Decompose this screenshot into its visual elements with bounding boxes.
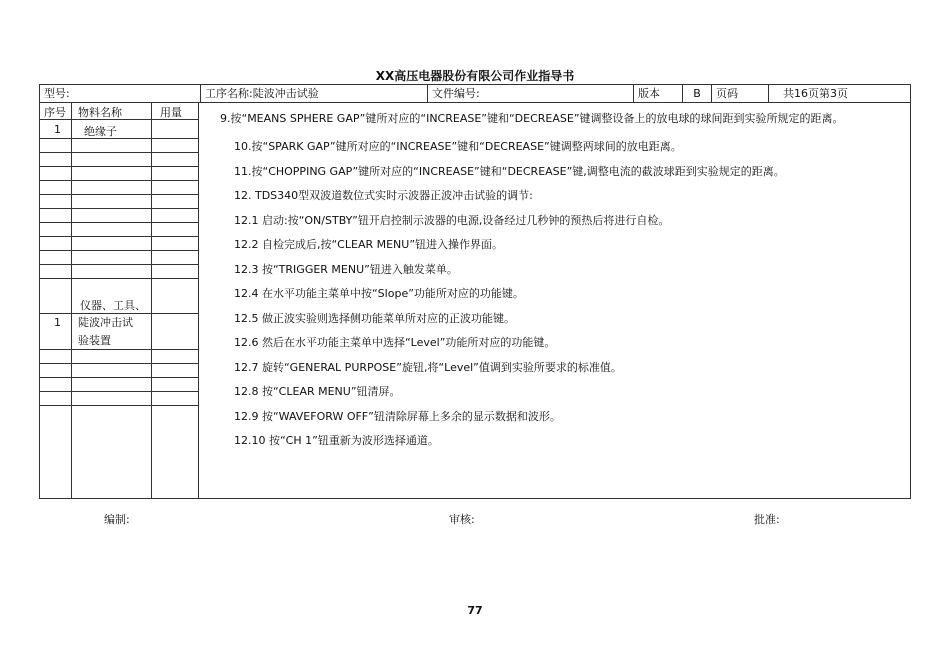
step-12-5: 12.5 做正波实验则选择侧功能菜单所对应的正波功能键。 [234, 311, 515, 325]
approved-by-label: 批准: [754, 513, 780, 526]
instrument-seq: 1 [54, 316, 61, 329]
step-11: 11.按“CHOPPING GAP”键所对应的“INCREASE”键和“DECREASE”键,调整电流的截波球距到实验规定的距离。 [234, 164, 785, 178]
grid-line [40, 405, 198, 406]
version-value-cell: B [683, 85, 712, 102]
grid-line [40, 250, 198, 251]
file-number-cell: 文件编号: [428, 85, 634, 102]
step-12-6: 12.6 然后在水平功能主菜单中选择“Level”功能所对应的功能键。 [234, 336, 556, 349]
grid-line [40, 152, 198, 153]
document-title: XX高压电器股份有限公司作业指导书 [375, 69, 575, 83]
grid-line [40, 119, 198, 120]
grid-line [40, 208, 198, 209]
process-name-cell: 工序名称:陡波冲击试验 [201, 85, 428, 102]
left-panel-divider [198, 102, 199, 498]
step-12-3: 12.3 按“TRIGGER MENU”钮进入触发菜单。 [234, 262, 458, 276]
step-12-7: 12.7 旋转“GENERAL PURPOSE”旋钮,将“Level”值调到实验所要求的标准值。 [234, 360, 622, 374]
grid-line [40, 138, 198, 139]
grid-line [40, 166, 198, 167]
grid-line [40, 363, 198, 364]
step-12-4: 12.4 在水平功能主菜单中按“Slope”功能所对应的功能键。 [234, 287, 524, 300]
instrument-name-line1: 陡波冲击试 [78, 316, 133, 329]
left-col-divider-1 [71, 102, 72, 498]
step-9: 9.按“MEANS SPHERE GAP”键所对应的“INCREASE”键和“DECREASE”键调整设备上的放电球的球间距到实验所规定的距离。 [220, 112, 844, 125]
grid-line [40, 264, 198, 265]
grid-line [40, 194, 198, 195]
col-seq-header: 序号 [44, 106, 66, 119]
col-qty-header: 用量 [160, 106, 182, 119]
instrument-name [78, 314, 133, 350]
material-seq: 1 [54, 123, 61, 136]
page-label-cell: 页码 [712, 85, 769, 102]
col-name-header: 物料名称 [78, 106, 122, 119]
grid-line [40, 391, 198, 392]
instrument-name-line2: 验装置 [78, 334, 111, 347]
model-cell: 型号: [40, 85, 201, 102]
material-name: 绝缘子 [84, 125, 117, 138]
instruments-heading: 仪器、工具、 [80, 299, 146, 312]
page-value-cell: 共16页第3页 [783, 87, 848, 100]
version-label-cell: 版本 [634, 85, 683, 102]
step-12: 12. TDS340型双波道数位式实时示波器正波冲击试验的调节: [234, 189, 533, 202]
step-12-10: 12.10 按“CH 1”钮重新为波形选择通道。 [234, 434, 439, 447]
step-12-2: 12.2 自检完成后,按“CLEAR MENU”钮进入操作界面。 [234, 238, 504, 251]
grid-line [40, 180, 198, 181]
grid-line [40, 222, 198, 223]
left-col-divider-2 [151, 102, 152, 498]
grid-line [40, 377, 198, 378]
reviewed-by-label: 审核: [449, 513, 475, 526]
step-12-9: 12.9 按“WAVEFORW OFF”钮清除屏幕上多余的显示数据和波形。 [234, 409, 561, 423]
instruction-steps [200, 109, 906, 454]
grid-line [40, 349, 198, 350]
step-12-1: 12.1 启动:按“ON/STBY”钮开启控制示波器的电源,设备经过几秒钟的预热后将进行自检。 [234, 213, 670, 227]
prepared-by-label: 编制: [104, 513, 130, 526]
page-number: 77 [467, 604, 483, 617]
step-12-8: 12.8 按“CLEAR MENU”钮清屏。 [234, 385, 401, 398]
grid-line [40, 236, 198, 237]
grid-line [40, 278, 198, 279]
instruction-table [39, 84, 911, 499]
step-10: 10.按“SPARK GAP”键所对应的“INCREASE”键和“DECREASE”键调整两球间的放电距离。 [234, 140, 682, 153]
header-row [40, 85, 910, 103]
